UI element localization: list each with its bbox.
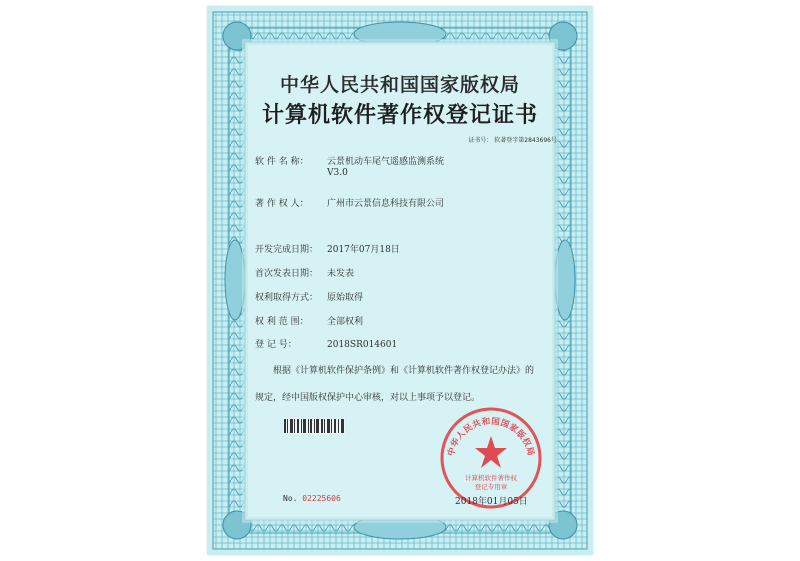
serial-value: 02225606 (302, 494, 341, 503)
barcode (283, 418, 345, 434)
certificate (207, 6, 593, 555)
certificate-title: 计算机软件著作权登记证书 (261, 102, 538, 128)
field-value: 2018SR014601 (327, 340, 398, 350)
field-completion-date (255, 242, 400, 255)
serial-prefix: No. (283, 494, 298, 503)
field-registration-number (255, 337, 397, 350)
seal-line-2: 登记专用章 (474, 483, 508, 491)
issue-date: 2018年01月05日 (455, 497, 528, 507)
field-label: 首次发表日期： (255, 269, 319, 279)
field-value: V3.0 (327, 168, 348, 178)
statement (255, 358, 555, 412)
field-label: 登 记 号： (255, 340, 297, 350)
statement-line-1: 根据《计算机软件保护条例》和《计算机软件著作权登记办法》的 (255, 366, 535, 376)
serial-number (283, 494, 341, 503)
field-value: 未发表 (327, 269, 355, 279)
field-value: 全部权利 (327, 317, 364, 327)
field-copyright-owner (255, 196, 444, 209)
field-rights-scope (255, 314, 363, 327)
field-value: 广州市云景信息科技有限公司 (327, 199, 445, 209)
field-software-name (255, 154, 444, 167)
field-value: 2017年07月18日 (327, 245, 400, 255)
field-label: 权 利 范 围： (255, 317, 309, 327)
svg-text:中华人民共和国国家版权局: 中华人民共和国国家版权局 (446, 416, 536, 458)
field-value: 云景机动车尾气遥感监测系统 (327, 157, 445, 167)
field-publish-date (255, 266, 354, 279)
seal-line-1: 计算机软件著作权 (465, 474, 517, 482)
issuing-authority-title: 中华人民共和国国家版权局 (279, 74, 520, 96)
field-software-version (255, 168, 348, 178)
field-label: 软 件 名 称： (255, 157, 309, 167)
certificate-number: 证书号： 软著登字第2843696号 (468, 137, 557, 144)
field-acquisition-method (255, 290, 363, 303)
field-label: 权利取得方式： (255, 293, 319, 303)
statement-line-2: 规定，经中国版权保护中心审核，对以上事项予以登记。 (255, 393, 481, 403)
field-value: 原始取得 (327, 293, 364, 303)
field-label: 著 作 权 人： (255, 199, 309, 209)
field-label: 开发完成日期： (255, 245, 319, 255)
